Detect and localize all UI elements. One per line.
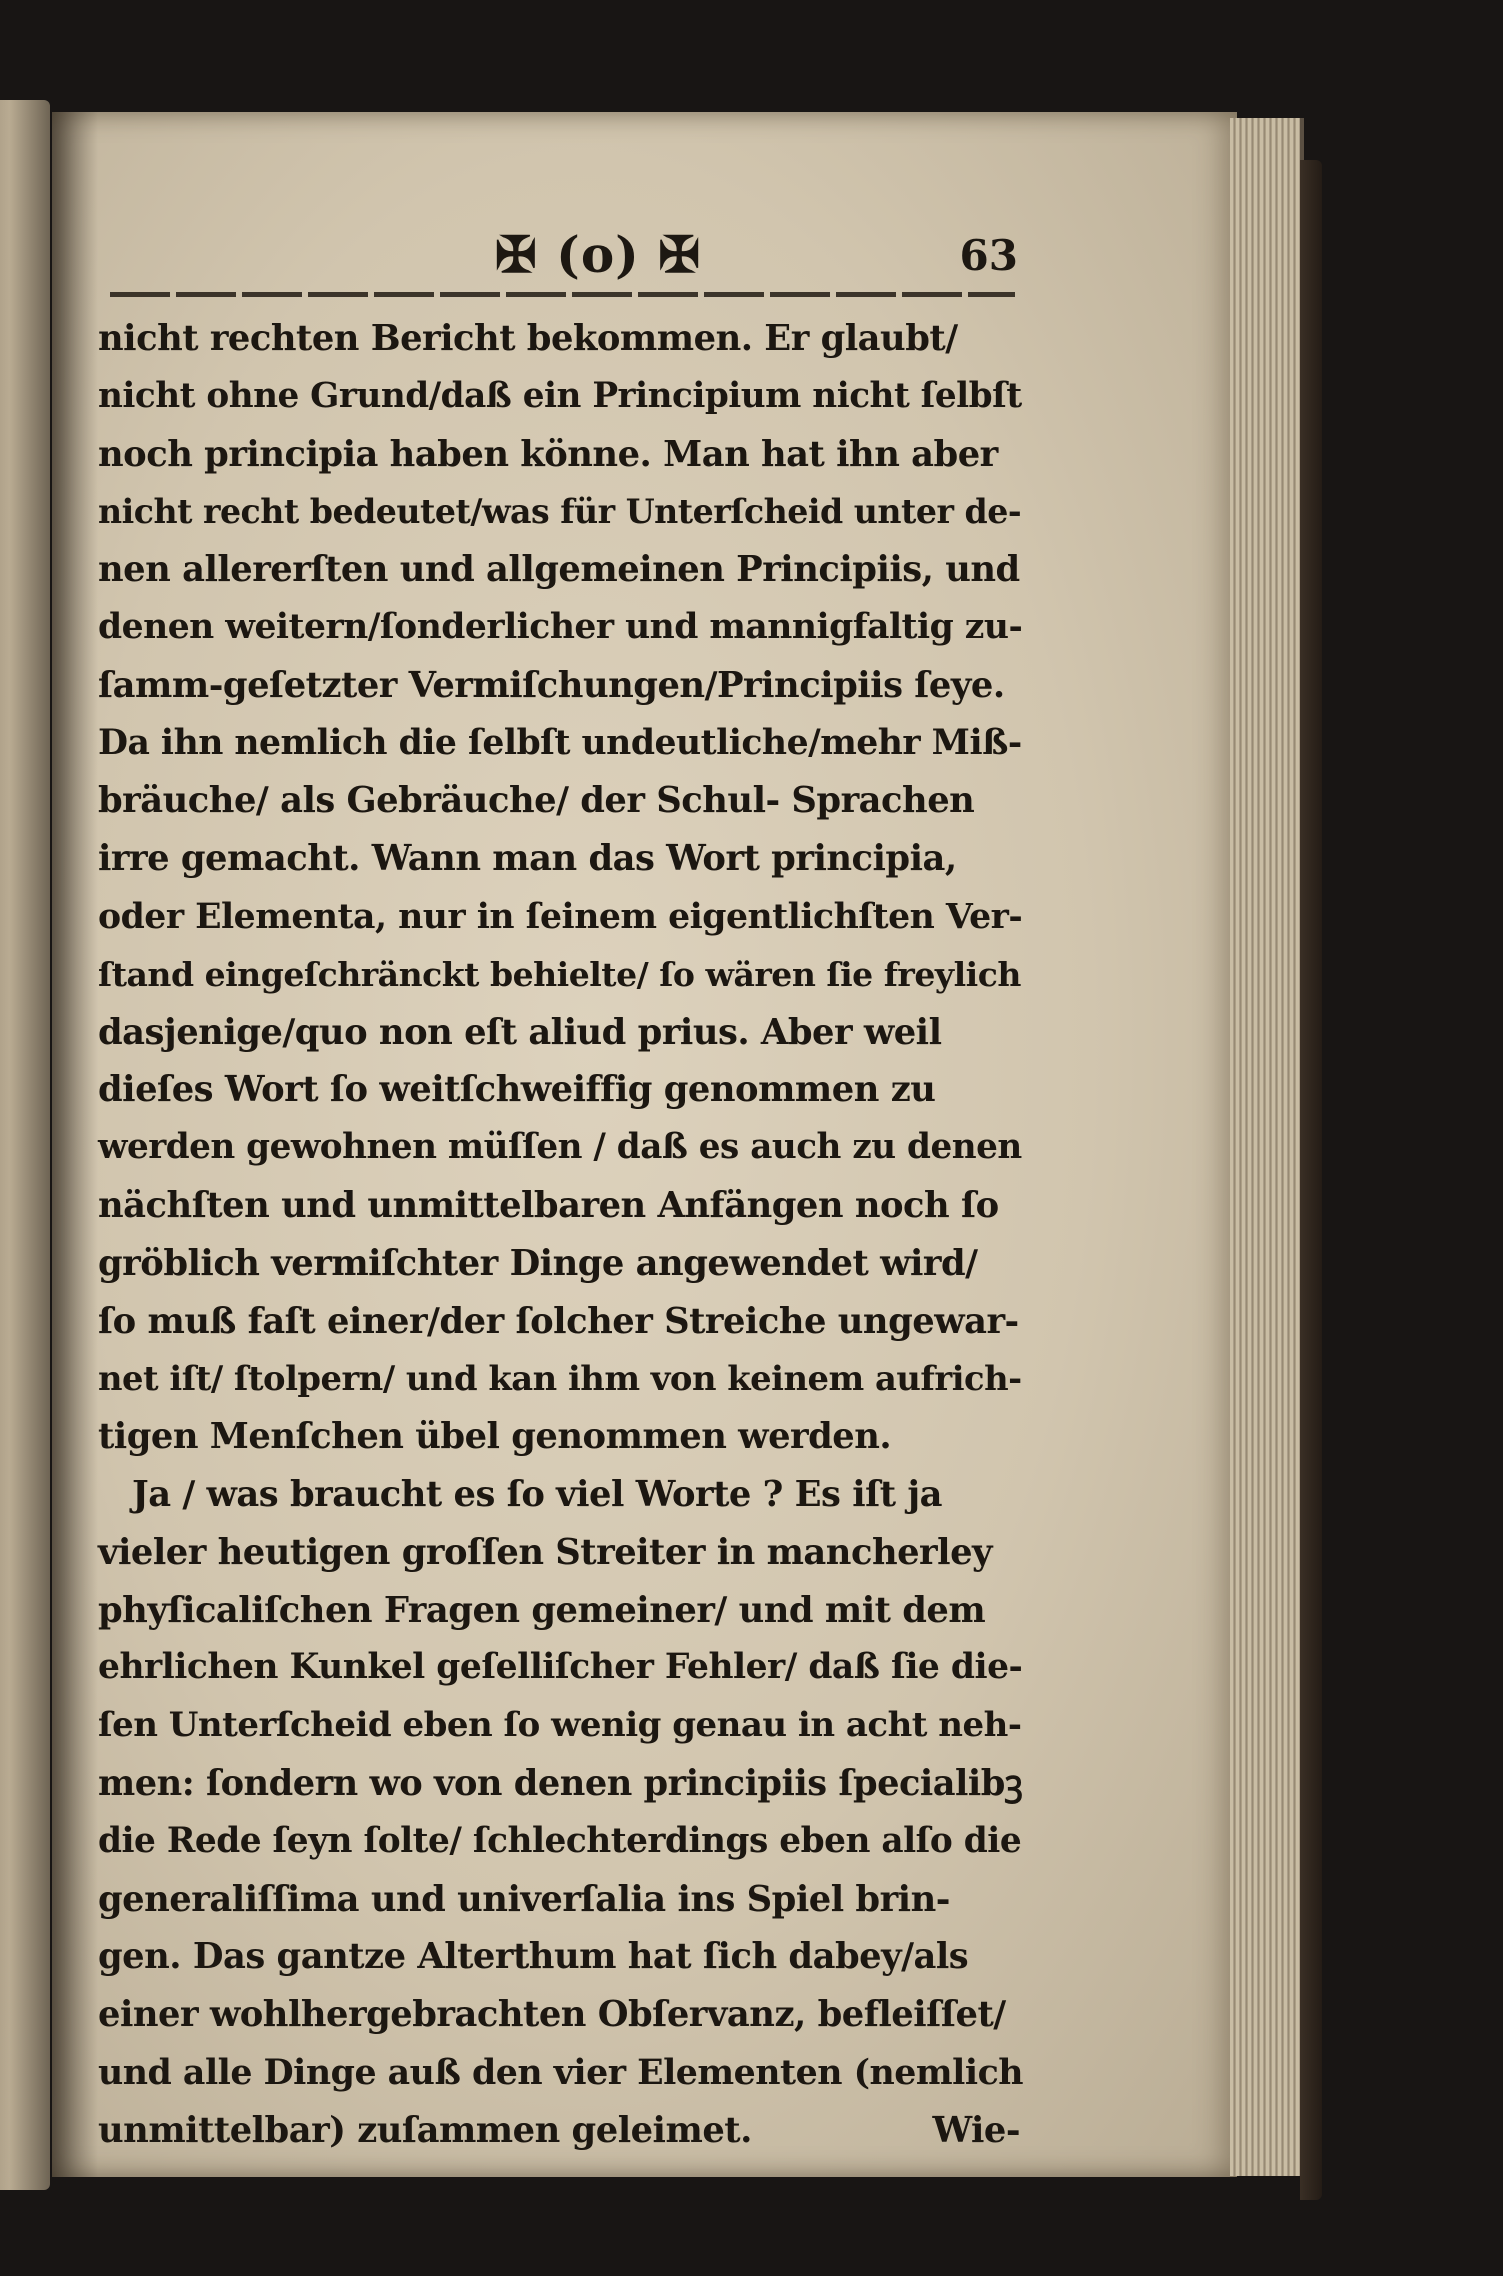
text-line: dasjenige/quo non eſt aliud prius. Aber weil [98, 1011, 942, 1053]
text-line: werden gewohnen müſſen / daß es auch zu denen [98, 1127, 1022, 1168]
text-line: und alle Dinge auß den vier Elementen (nemlich [98, 2051, 1023, 2093]
text-line: generaliſſima und univerſalia ins Spiel brin- [98, 1878, 950, 1920]
book-cover-edge [1300, 160, 1322, 2200]
text-line: dieſes Wort ſo weitſchweiffig genommen zu [98, 1069, 936, 1111]
text-line: einer wohlhergebrachten Obſervanz, befleiſſet/ [98, 1994, 1006, 2036]
text-line: tigen Menſchen übel genommen werden. [98, 1416, 892, 1458]
text-line: ſen Unterſcheid eben ſo wenig genau in acht neh- [98, 1705, 1022, 1746]
text-line: ſamm-geſetzter Vermiſchungen/Principiis ſeye. [98, 664, 1005, 706]
text-line: Da ihn nemlich die ſelbſt undeutliche/mehr Miß- [98, 722, 1022, 763]
text-line: phyſicaliſchen Fragen gemeiner/ und mit dem [98, 1589, 986, 1631]
text-line: bräuche/ als Gebräuche/ der Schul- Sprachen [98, 780, 975, 822]
text-line: ſtand eingeſchränckt behielte/ ſo wären ſie freylich [98, 954, 1021, 994]
header-rule [110, 292, 1015, 297]
body-text [98, 310, 1028, 2160]
text-line: nächſten und unmittelbaren Anfängen noch ſo [98, 1184, 999, 1226]
text-line: nicht ohne Grund/daß ein Principium nicht ſelbſt [98, 375, 1022, 416]
text-line: noch principia haben könne. Man hat ihn aber [98, 433, 998, 475]
running-header [98, 225, 1018, 295]
facing-page-edge [0, 100, 50, 2190]
text-line: Ja / was braucht es ſo viel Worte ? Es iſt ja [132, 1473, 943, 1515]
text-line: nen allererſten und allgemeinen Principiis, und [98, 549, 1020, 591]
text-line: ſo muß faſt einer/der ſolcher Streiche ungewar- [98, 1300, 1019, 1342]
header-ornament: ✠ (o) ✠ [494, 225, 702, 284]
text-line: irre gemacht. Wann man das Wort principia, [98, 838, 957, 880]
text-line: vieler heutigen groſſen Streiter in mancherley [98, 1531, 993, 1573]
text-line: gen. Das gantze Alterthum hat ſich dabey/als [98, 1936, 969, 1978]
text-line: nicht recht bedeutet/was für Unterſcheid unter de- [98, 492, 1022, 532]
page-fore-edge [1230, 118, 1304, 2176]
last-text-line [98, 2102, 1028, 2160]
text-line: oder Elementa, nur in ſeinem eigentlichſten Ver- [98, 895, 1023, 937]
text-line: men: ſondern wo von denen principiis ſpecialibꝫ [98, 1762, 1023, 1804]
text-line: nicht rechten Bericht bekommen. Er glaubt/ [98, 318, 958, 359]
text-line: die Rede ſeyn ſolte/ ſchlechterdings eben alſo die [98, 1820, 1022, 1861]
text-line: denen weitern/ſonderlicher und mannigfaltig zu- [98, 606, 1023, 647]
text-line: unmittelbar) zuſammen geleimet. [98, 2109, 752, 2151]
text-line: net iſt/ ſtolpern/ und kan ihm von keinem aufrich- [98, 1358, 1022, 1399]
text-line: ehrlichen Kunkel geſelliſcher Fehler/ daß ſie die- [98, 1647, 1023, 1688]
catchword: Wie- [932, 2109, 1020, 2151]
page-number: 63 [959, 231, 1018, 280]
page-gutter-shadow [52, 112, 98, 2177]
text-line: gröblich vermiſchter Dinge angewendet wird/ [98, 1242, 978, 1284]
